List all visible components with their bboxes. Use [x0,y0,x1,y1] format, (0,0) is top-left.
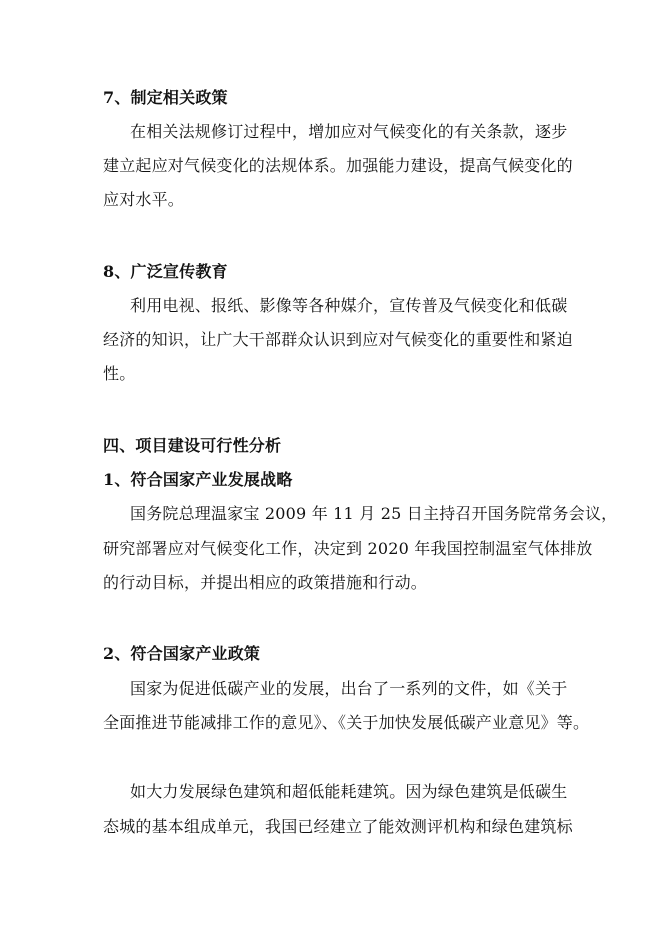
section-heading-7: 7、制定相关政策 [103,88,228,107]
paragraph-line: 应对水平。 [103,190,185,209]
paragraph-line: 国家为促进低碳产业的发展，出台了一系列的文件，如《关于 [130,679,568,698]
subsection-heading-1: 1、符合国家产业发展战略 [103,470,293,489]
paragraph-line: 性。 [103,364,136,383]
paragraph-line: 研究部署应对气候变化工作，决定到 2020 年我国控制温室气体排放 [103,539,593,558]
paragraph-line: 国务院总理温家宝 2009 年 11 月 25 日主持召开国务院常务会议， [130,504,618,523]
paragraph-line: 态城的基本组成单元，我国已经建立了能效测评机构和绿色建筑标 [103,817,573,836]
paragraph-line: 的行动目标，并提出相应的政策措施和行动。 [103,573,428,592]
section-heading-8: 8、广泛宣传教育 [103,262,228,281]
subsection-heading-2: 2、符合国家产业政策 [103,644,261,663]
paragraph-line: 如大力发展绿色建筑和超低能耗建筑。因为绿色建筑是低碳生 [130,782,568,801]
paragraph-line: 经济的知识，让广大干部群众认识到应对气候变化的重要性和紧迫 [103,330,573,349]
paragraph-line: 在相关法规修订过程中，增加应对气候变化的有关条款，逐步 [130,122,568,141]
chapter-heading: 四、项目建设可行性分析 [103,436,282,455]
paragraph-line: 建立起应对气候变化的法规体系。加强能力建设，提高气候变化的 [103,156,573,175]
paragraph-line: 全面推进节能减排工作的意见》、《关于加快发展低碳产业意见》等。 [103,713,590,732]
paragraph-line: 利用电视、报纸、影像等各种媒介，宣传普及气候变化和低碳 [130,296,568,315]
